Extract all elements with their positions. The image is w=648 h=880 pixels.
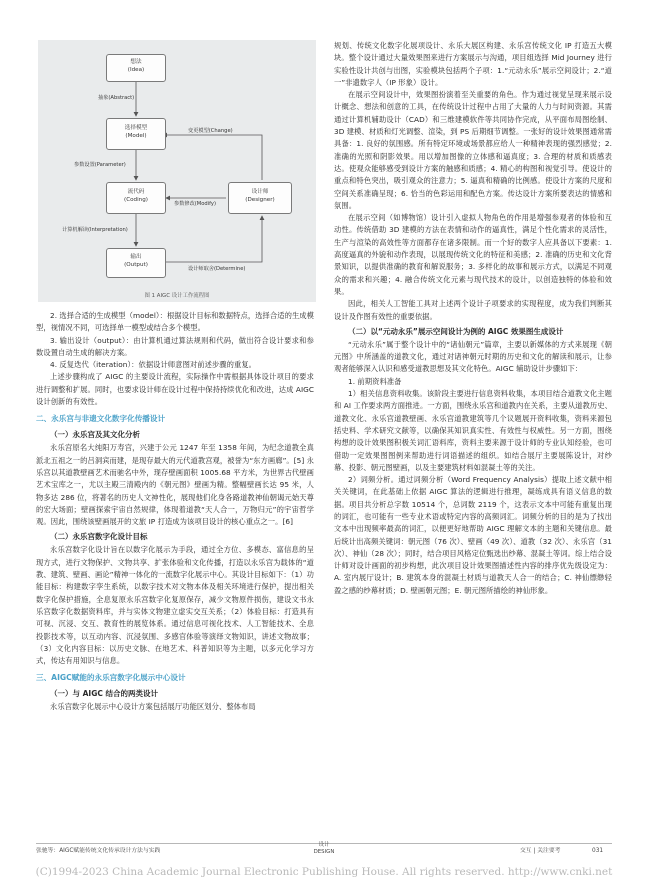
- node-designer-en: (Designer): [245, 197, 275, 203]
- node-output-zh: 输出: [130, 254, 142, 260]
- node-output: [106, 248, 166, 278]
- footer-journal-mark: [300, 842, 348, 856]
- left-para-1: 2. 选择合适的生成模型（model）：根据设计目标和数据特点，选择合适的生成模型，视情况不同，可选择单一模型或结合多个模型。: [36, 311, 314, 333]
- right-para-7: 1）相关信息资料收集。该阶段主要进行信息资料收集，本项目结合道教文化主题和 AI 工作要求两方面推进。一方面，围绕永乐宫和道教内在关系，主要从道教历史、道教文化、永乐宫道教壁画、永乐宫道教建筑等几个议题展开资料收集，资料来源包括史料、学术研究文献等，以确保其知识真实性、有效性与权威性。另一方面，围绕构想的设计效果图积极关词汇语料库，资料主要来源于设计师的专业认知经验，也可借助一定效果图图例来帮助进行词语描述的组织。如结合展厅主要展陈设计，对纱幕、投影、朝元图壁画，以及主要建筑材料如混凝土等的关注。: [334, 389, 612, 472]
- edge-label-change: 变更模型(Change): [188, 128, 233, 134]
- node-idea-en: (Idea): [127, 67, 145, 73]
- node-coding-en: (Coding): [124, 197, 148, 203]
- subsection-heading-3-1: （一）与 AIGC 结合的两类设计: [50, 689, 158, 699]
- arrow-designer-model: [163, 135, 262, 180]
- footer-running-title: 张驰等：AIGC赋能传统文化传承设计方法与实践: [36, 848, 161, 854]
- page-number: 031: [592, 848, 604, 854]
- subsection-heading-3-2: （二）以“元动永乐”展示空间设计为例的 AIGC 效果图生成设计: [348, 326, 564, 336]
- workflow-arrows: [38, 40, 316, 302]
- workflow-figure: [38, 40, 316, 302]
- node-output-en: (Output): [124, 262, 148, 268]
- subsection-heading-2-2: （二）永乐宫数字化设计目标: [50, 532, 148, 542]
- node-coding-zh: 流代码: [127, 189, 145, 195]
- edge-label-abstract: 抽象(Abstract): [98, 95, 135, 101]
- left-para-4: 上述步骤构成了 AIGC 的主要设计流程，实际操作中需根据具体设计项目的要求进行调整和扩展。同时，也要求设计师在设计过程中保持持续优化和改进，达成 AIGC 设计创新的有效性。: [36, 372, 314, 407]
- left-para-3: 4. 反复迭代（iteration）：依据设计师意图对前述步骤的重复。: [50, 360, 257, 370]
- right-para-2: 在展示空间设计中，效果图扮演着至关重要的角色。作为通过视觉呈现来展示设计概念、想法和创意的工具，在传统设计过程中占用了大量的人力与时间资源。其需通过计算机辅助设计（CAD）和三维建模软件等共同协作完成，从平面布局图绘制、3D 建模、材质和灯光调整、渲染，到 PS 后期细节调整。一张好的设计效果图通常需具备：1. 良好的氛围感。所有特定环境或场景都应给人一种精神表现的强烈感觉；2. 准确的光照和阴影效果。用以增加图像的立体感和逼真度；3. 合理的材质和质感表达。使观众能够感受到设计方案的触感和质感；4. 精心的构图和视觉引导。使设计的重点和特色突出，吸引观众的注意力；5. 逼真和精确的比例感。使设计方案的尺度和空间关系准确呈现；6. 恰当的色彩运用和配色方案。传达设计方案所要表达的情感和氛围。: [334, 90, 612, 210]
- footer-section-label: 交互 | 关注要考: [520, 848, 561, 854]
- right-para-4: 因此，相关人工智能工具对上述两个设计子项要求的实现程度，成为我们判断其设计及作图有效性的重要依据。: [334, 299, 612, 321]
- node-idea: [106, 54, 166, 82]
- edge-label-determine: 设计师取舍(Determine): [188, 266, 246, 272]
- left-para-2: 3. 输出设计（output）：由计算机通过算法规则和代码，做出符合设计要求和参数设置自动生成的解决方案。: [36, 335, 314, 357]
- right-para-5: “元动永乐”属于整个设计中的“诸仙朝元”篇章，主要以新媒体的方式来展现《朝元图》中所涵盖的道教文化，通过对诸神朝元时期的历史和文化的解读和展示，让参观者能够深入认识和感受道教思想及其文化特色。AIGC 辅助设计步骤如下：: [334, 339, 612, 374]
- node-coding: [106, 182, 166, 214]
- right-para-8: 2）词频分析。通过词频分析（Word Frequency Analysis）提取上述文献中相关关键词，在此基础上依据 AIGC 算法的逻辑进行推理，凝练成具有语义信息的数据。项目共分析总字数 10514 个，总词数 2119 个，这表示文本中可能有重复出现的词汇，也可能有一些专业术语或特定内容的高频词汇。词频分析的目的是为了找出文本中出现频率最高的词汇，以便更好地帮助 AIGC 理解文本的主题和关键信息。最后统计出高频关键词：朝元图（76 次）、壁画（49 次）、道教（32 次）、永乐宫（31 次）、神仙（28 次）；同时，结合项目风格定位甄选出纱幕、混凝土等词。综上结合设计师对设计画面的初步构想，此次项目设计效果图描述性内容的排序优先级设定为：A. 室内展厅设计；B. 建筑本身的混凝土材质与道教天人合一的结合；C. 神仙缥缈轻盈之感的纱幕材质；D. 壁画朝元图；E. 朝元图所描绘的神仙形象。: [334, 475, 612, 595]
- right-para-1: 规划、传统文化数字化展项设计、永乐大展区构建、永乐宫传统文化 IP 打造五大模块。整个设计通过大量效果图来进行方案展示与沟通，项目组选择 Mid Journey 进行实验性设计共创与出图，实验模块包括两个子项：1.“元动永乐”展示空间设计；2.“道一”非遗数字人（IP 形象）设计。: [334, 41, 612, 87]
- arrow-output-designer: [166, 216, 262, 262]
- left-para-6: 永乐宫数字化设计旨在以数字化展示为手段，通过全方位、多模态、富信息的呈现方式，进行文物保护、文物共享、扩张体验和文化传播，打造以永乐宫为载体的“道教、建筑、壁画、画论”精神一体化的一流数字化展示中心。其设计目标如下：（1）功能目标：构建数字孪生系统，以数字技术对文物本体及相关环境进行保护，提出相关数字化保护措施，全息复原永乐宫数字化复原保存，减少文物原件损伤，建设文书永乐宫数字化数据资料库，并与实体文物建立虚实交互关系；（2）体验目标：打造具有可视、沉浸、交互、教育性的展览体系。通过信息可视化技术、人工智能技术、全息投影技术等，以互动内容、沉浸氛围、多感官体验等演绎文物知识，讲述文物故事；（3）文化内容目标：以历史文脉、在地艺术、科普知识等为主题，以多元化学习方式，传达有用知识与信息。: [36, 545, 314, 666]
- edge-label-modify: 参数修改(Modify): [174, 201, 216, 207]
- node-designer: [228, 182, 292, 214]
- node-model-zh: 选择模型: [124, 125, 148, 131]
- footer-journal-zh: 设计: [318, 842, 330, 848]
- edge-label-interpretation: 计算机解读(Interpretation): [62, 227, 128, 233]
- node-idea-zh: 想法: [130, 59, 142, 65]
- copyright-watermark: (C)1994-2023 China Academic Journal Electronic Publishing House. All rights reserved. http://www.cnki.net: [35, 866, 613, 878]
- section-heading-3: 三、AIGC赋能的永乐宫数字化展示中心设计: [36, 673, 186, 683]
- right-para-6: 1. 前期资料准备: [348, 376, 402, 386]
- edge-label-parameter: 参数设置(Parameter): [74, 162, 126, 168]
- subsection-heading-2-1: （一）永乐宫及其文化分析: [50, 430, 140, 440]
- left-column: [36, 310, 314, 714]
- figure-caption: 图 1 AIGC 设计工作流程图: [144, 293, 210, 299]
- section-heading-2: 二、永乐宫与非遗文化数字化传播设计: [36, 414, 166, 424]
- left-para-5: 永乐宫原名大纯阳万寿宫，兴建于公元 1247 年至 1358 年间，为纪念道教全真派北五祖之一的吕洞宾而建，是现存最大的元代道教宫观，被誉为“东方画廊”。[5] 永乐宫以其道教壁画艺术而驰名中外，现存壁画面积 1005.68 平方米，为世界古代壁画艺术宝库之一，尤以主殿三清殿内的《朝元图》壁画为精。整幅壁画长达 95 米，人物多达 286 位，将著名的历史人文神性化，展现他们化身各路道教神仙朝谒元始天尊的宏大场面；壁画探索宇宙自然规律，体现着道教“天人合一，万物归元”的宇宙哲学观。因此，围绕该壁画展开的文旅 IP 打造成为该项目设计的核心重点之一。[6]: [36, 443, 314, 527]
- right-para-3: 在展示空间（如博物馆）设计引入虚拟人物角色的作用是增强参观者的体验和互动性。传统借助 3D 建模的方法在表情和动作的逼真性，满足个性化需求的灵活性，生产与渲染的高效性等方面都存在诸多限制。而一个好的数字人应具备以下要素：1. 高度逼真的外貌和动作表现，以展现传统文化的特征和美感；2. 准确的历史和文化背景知识，以提供准确的教育和解说服务；3. 多样化的故事和展示方式，以满足不同观众的需求和兴趣；4. 融合传统文化元素与现代技术的设计，以创造独特的体验和效果。: [334, 213, 612, 296]
- node-model: [106, 118, 166, 150]
- footer-journal-en: DESIGN: [313, 849, 335, 855]
- right-column: [334, 40, 612, 597]
- node-model-en: (Model): [125, 133, 147, 139]
- node-designer-zh: 设计师: [251, 189, 269, 195]
- left-para-7: 永乐宫数字化展示中心设计方案包括展厅功能区划分、整体布局: [50, 702, 256, 712]
